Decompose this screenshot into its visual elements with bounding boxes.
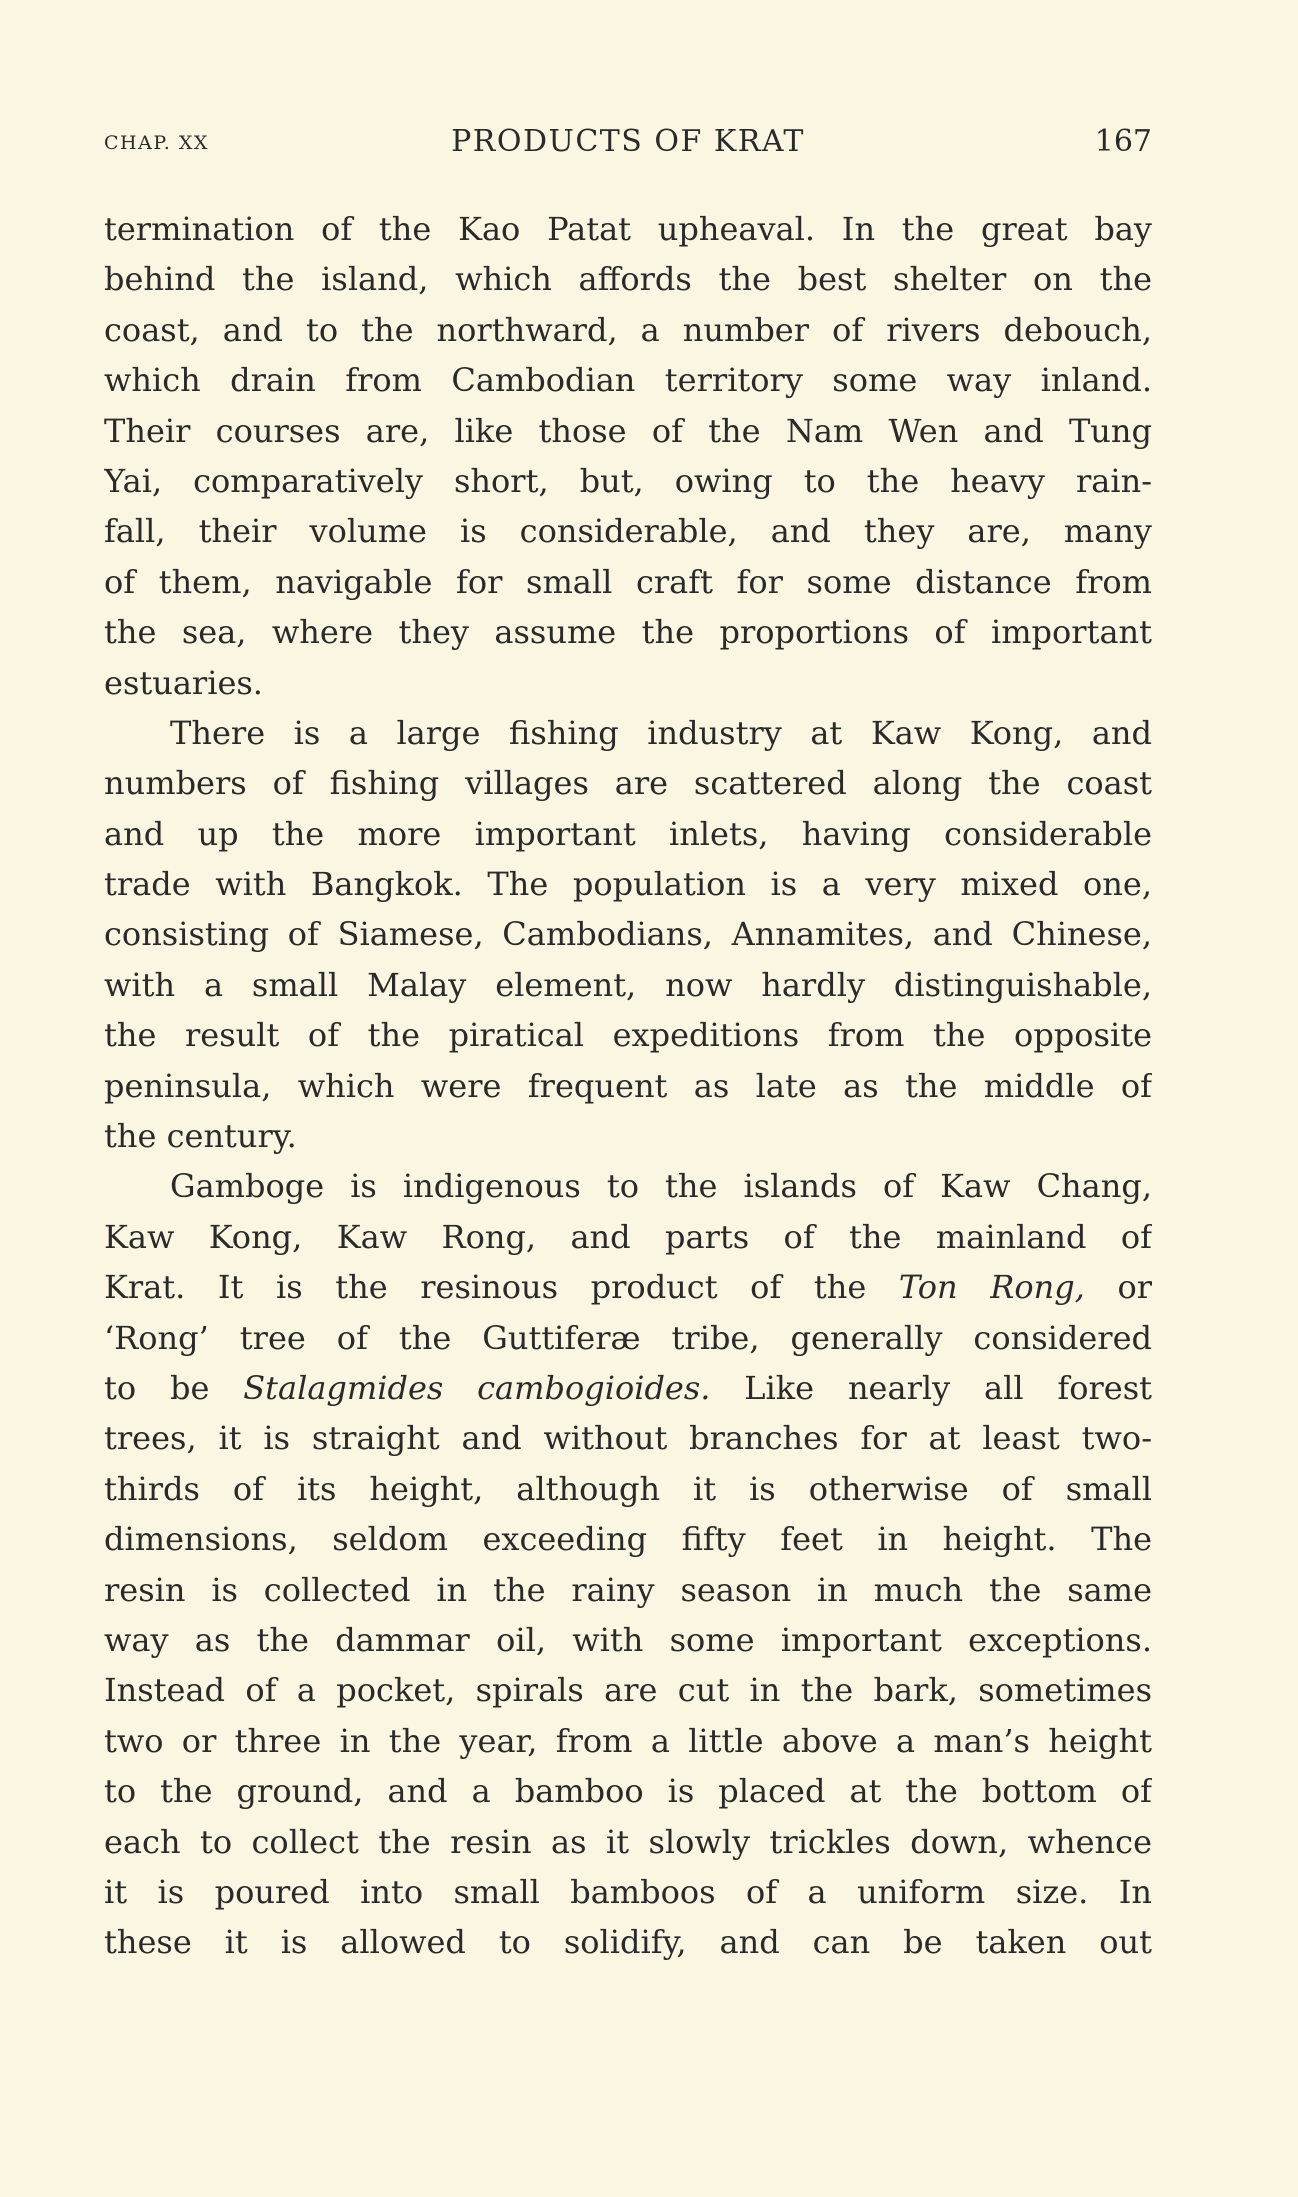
text-line: Kaw Kong, Kaw Rong, and parts of the mainland of bbox=[104, 1217, 1152, 1256]
text-line: thirds of its height, although it is otherwise of small bbox=[104, 1469, 1152, 1508]
text-line: termination of the Kao Patat upheaval. In the great bay bbox=[104, 210, 1152, 248]
text-line: and up the more important inlets, having considerable bbox=[104, 814, 1152, 853]
text-line: the century. bbox=[104, 1117, 297, 1156]
text-line: two or three in the year, from a little above a man’s height bbox=[104, 1721, 1152, 1760]
body-text bbox=[104, 204, 1152, 1968]
text-line: peninsula, which were frequent as late as the middle of bbox=[104, 1066, 1152, 1105]
text-line bbox=[104, 1262, 1152, 1312]
text-line: of them, navigable for small craft for some distance from bbox=[104, 562, 1152, 601]
text-line: numbers of fishing villages are scattered along the coast bbox=[104, 764, 1152, 803]
text-line bbox=[104, 1363, 1152, 1413]
paragraph-3 bbox=[104, 1161, 1152, 1967]
paragraph-1 bbox=[104, 204, 1152, 708]
species-name: Stalagmides cambogioides. bbox=[243, 1368, 711, 1407]
text-line: it is poured into small bamboos of a uniform size. In bbox=[104, 1872, 1152, 1911]
text-run: Like nearly all forest bbox=[710, 1368, 1152, 1407]
text-line: these it is allowed to solidify, and can be taken out bbox=[104, 1923, 1152, 1962]
text-run: or bbox=[1084, 1268, 1152, 1307]
text-line: the sea, where they assume the proportions of important bbox=[104, 613, 1152, 652]
text-line: to the ground, and a bamboo is placed at the bottom of bbox=[104, 1772, 1152, 1811]
text-line: estuaries. bbox=[104, 663, 263, 702]
running-head bbox=[104, 124, 1152, 168]
page-title: PRODUCTS OF KRAT bbox=[451, 124, 805, 159]
text-line: ‘Rong’ tree of the Guttiferæ tribe, generally considered bbox=[104, 1318, 1152, 1357]
text-line: with a small Malay element, now hardly distinguishable, bbox=[104, 965, 1152, 1004]
text-line: each to collect the resin as it slowly trickles down, whence bbox=[104, 1822, 1152, 1861]
text-line: dimensions, seldom exceeding fifty feet in height. The bbox=[104, 1520, 1152, 1559]
text-line: which drain from Cambodian territory some way inland. bbox=[104, 361, 1152, 400]
paragraph-2 bbox=[104, 708, 1152, 1162]
text-line: Gamboge is indigenous to the islands of Kaw Chang, bbox=[170, 1167, 1152, 1206]
text-line: trees, it is straight and without branches for at least two- bbox=[104, 1419, 1152, 1458]
text-line: Yai, comparatively short, but, owing to the heavy rain- bbox=[104, 461, 1152, 500]
text-run: to be bbox=[104, 1368, 244, 1407]
text-line: resin is collected in the rainy season in much the same bbox=[104, 1570, 1152, 1609]
text-line: Instead of a pocket, spirals are cut in the bark, sometimes bbox=[104, 1671, 1152, 1710]
text-run: Krat. It is the resinous product of the bbox=[104, 1268, 899, 1307]
text-line: Their courses are, like those of the Nam Wen and Tung bbox=[104, 411, 1152, 450]
text-line: consisting of Siamese, Cambodians, Annamites, and Chinese, bbox=[104, 915, 1152, 954]
text-line: way as the dammar oil, with some important exceptions. bbox=[104, 1620, 1152, 1659]
text-line: the result of the piratical expeditions from the opposite bbox=[104, 1016, 1152, 1055]
page-number: 167 bbox=[1094, 124, 1152, 159]
text-line: coast, and to the northward, a number of rivers debouch, bbox=[104, 310, 1152, 349]
text-line: There is a large fishing industry at Kaw Kong, and bbox=[170, 713, 1152, 752]
text-line: fall, their volume is considerable, and they are, many bbox=[104, 512, 1152, 551]
text-line: trade with Bangkok. The population is a very mixed one, bbox=[104, 865, 1152, 904]
text-line: behind the island, which affords the best shelter on the bbox=[104, 260, 1152, 299]
plant-name: Ton Rong, bbox=[898, 1268, 1085, 1307]
chapter-label: CHAP. XX bbox=[104, 132, 209, 154]
